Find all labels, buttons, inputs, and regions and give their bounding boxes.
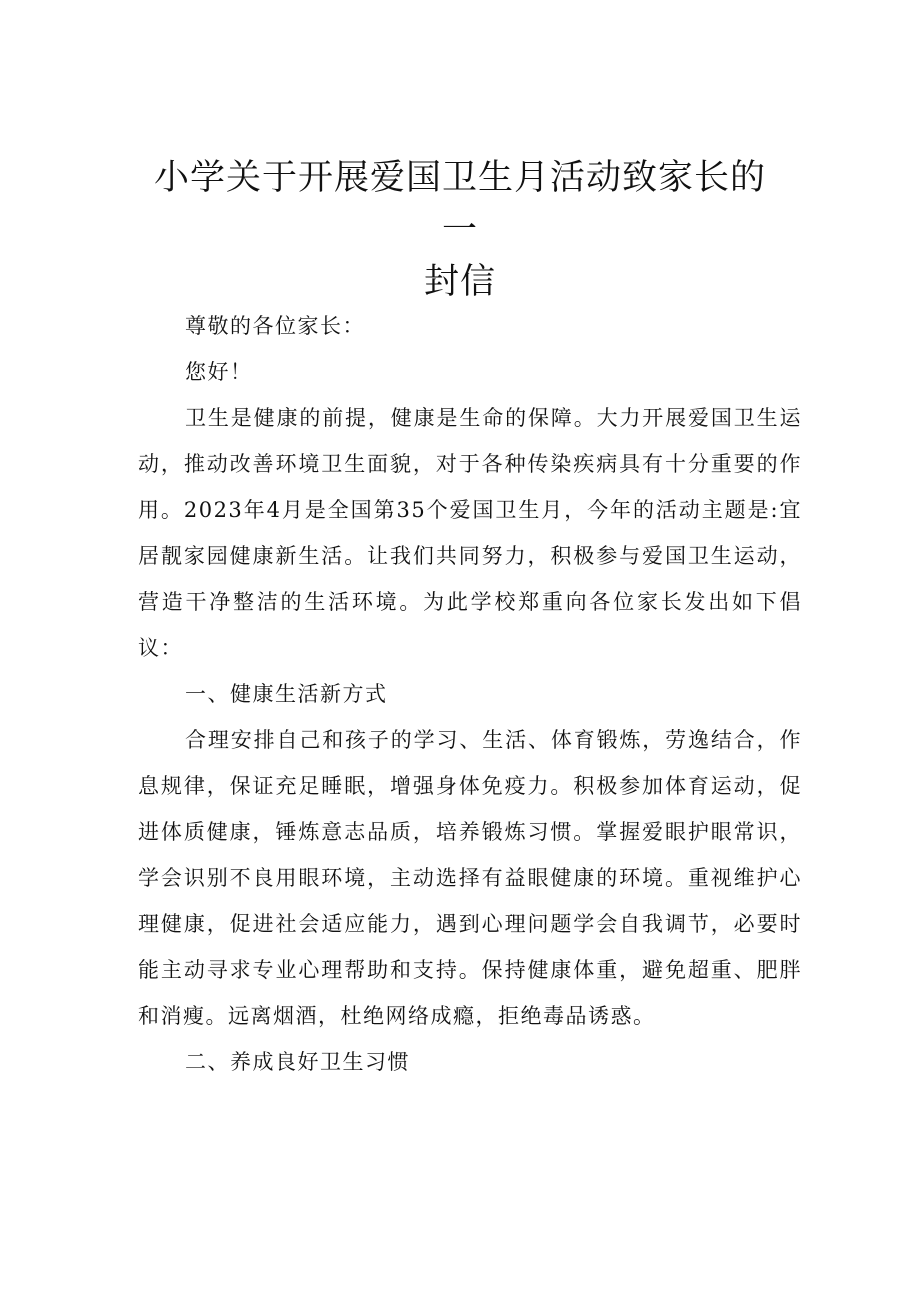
title-line-2: 封信 xyxy=(423,262,496,302)
section-1-heading: 一、健康生活新方式 xyxy=(185,682,388,706)
greeting: 您好！ xyxy=(185,360,253,384)
letter-body xyxy=(138,303,802,1085)
section-2-heading: 二、养成良好卫生习惯 xyxy=(185,1050,410,1074)
intro-paragraph: 卫生是健康的前提，健康是生命的保障。大力开展爱国卫生运动，推动改善环境卫生面貌，对于各种传染疾病具有十分重要的作用。2023年4月是全国第35个爱国卫生月，今年的活动主题是:宜居靓家园健康新生活。让我们共同努力，积极参与爱国卫生运动，营造干净整洁的生活环境。为此学校郑重向各位家长发出如下倡议： xyxy=(138,406,802,660)
salutation: 尊敬的各位家长： xyxy=(185,314,365,338)
title-line-1: 小学关于开展爱国卫生月活动致家长的一 xyxy=(153,158,766,250)
section-1-paragraph: 合理安排自己和孩子的学习、生活、体育锻炼，劳逸结合，作息规律，保证充足睡眠，增强身体免疫力。积极参加体育运动，促进体质健康，锤炼意志品质，培养锻炼习惯。掌握爱眼护眼常识，学会识别不良用眼环境，主动选择有益眼健康的环境。重视维护心理健康，促进社会适应能力，遇到心理问题学会自我调节，必要时能主动寻求专业心理帮助和支持。保持健康体重，避免超重、肥胖和消瘦。远离烟酒，杜绝网络成瘾，拒绝毒品诱惑。 xyxy=(138,728,802,1028)
document-title xyxy=(140,152,780,308)
